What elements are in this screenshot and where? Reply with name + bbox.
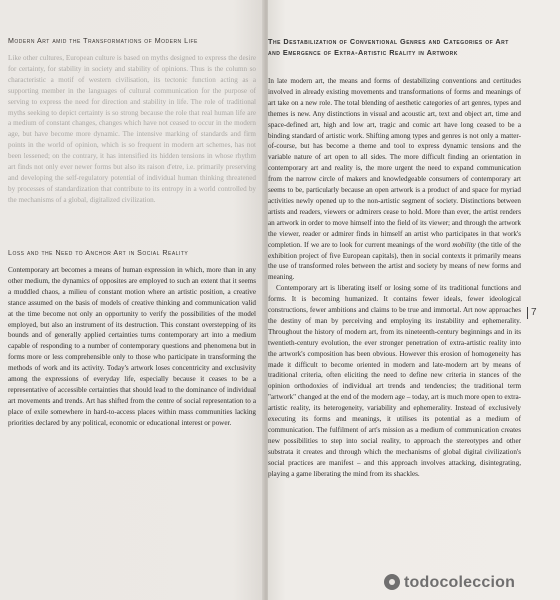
watermark <box>384 574 515 592</box>
paragraph-1-text: In late modern art, the means and forms of destabilizing conventions and certitudes involved in already existing movements and transformations of forms and meanings of art take on a new role. The total blending of aesthetic categories of art genres, types and themes is new. Any distinctions in visual and acoustic art, text and object art, time and space-defined art, high and low art, tragic and comic art have long ceased to be a binding standard of artistic work. Shifting among types and genres is not only a matter-of-course, but has become a theme and tool to express dynamic tensions and the variable nature of art open to all sides. The more difficult finding an orientation in contemporary art and reality is, the more urgent the need to expand communication from the narrow circle of makers and knowledgeable consumers of contemporary art seems to be, particularly because an open artwork is a product of and space for myriad activities newly opened up to the non-artistic segment of society. Distinctions between artists and readers, viewers or admirers cease to hold. More than ever, the artist renders an artwork in order to move himself into the field of its viewer; and through the artwork the viewer, reader or admirer finds in himself an artist who participates in that work's completion. If we are to look for current meanings of the word <box>268 77 521 249</box>
right-section-body <box>268 76 521 480</box>
right-section-heading: The Destabilization of Conventional Genres and Categories of Art and Emergence of Extra-Artistic Reality in Artwork <box>268 37 509 57</box>
paragraph-2: Contemporary art is liberating itself or losing some of its traditional functions and forms. It is becoming humanized. It contains fewer ideals, fewer ideological constructions, fewer ambitions and claims to be true and immortal. Art now approaches the destiny of man by perceiving and employing its instability and ephemerality. Throughout the history of modern art, from its nineteenth-century beginnings and in its twentieth-century evolution, the ever stronger penetration of extra-artistic reality into the artwork's composition has been obvious. However this erosion of homogeneity has made it difficult to become oriented in modern and late-modern art by means of traditional criteria, often eliciting the need to define new criteria in stances of the opinion orthodoxies of individual art trends and tendencies; the traditional term "artwork" changed at the end of the modern age – today, art is much more open to extra-artistic reality, its heterogeneity, variability and ephemerality. Instead of exclusively executing its forms and meanings, it utilises its potential as a medium of communication. The fulfilment of art's mission as a medium of communication creates new possibilities to step into social reality, to approach the stereotypes and other substrata it creates and through which the mechanisms of global digital civilization's social practices are manifest – and this approach involves attacking, disintegrating, playing a game liberating the mind from its shackles. <box>268 284 521 478</box>
section-body: Like other cultures, European culture is based on myths designed to express the desire for certainty, for stability in society and stability of opinions. Thus is the column so characteristic a motif of western civilisation, its tectonic function acting as a supporting member in the languages of cultural communication for the purpose of serving to express the need for direction and stability in life. The role of traditional myths seeking to depict certainty is so strong because the role that real human life are a medium of constant changes, changes which have not ceased to occur in the modern age, but have become more dynamic. The intensive marking of standards and firm points in the world of opinion, which is so frequent in modern art schemes, has not been lessened; on the contrary, it has intensified its hidden tensions in whose rhythm art finds not only ever newer forms but also its raison d'etre, i.e. primarily preserving and developing the self-regulatory potential of individual human thinking threatened by processes of standardization that contribute to its entropy in a world controlled by the mechanisms of a global, digitalized civilization. <box>8 54 256 204</box>
paragraph-1-end: (the title of the exhibition project of five European capitals), then in social contexts it primarily means the use of transformed roles between the artist and society by means of new forms and meaning. <box>268 240 521 282</box>
section-body: Contemporary art becomes a means of human expression in which, more than in any other medium, the dynamics of opposites are employed to such an extent that it seems a muddled chaos, a milieu of constant motion where an artistic position, a creative stance assumed on the basis of models of creative thinking and communication valid at the time become not only an opportunity to verify the possibilities of the model employed, but also an instrument of its destruction. This constant overstepping of its bounds and of generally applied certainties turns contemporary art into a medium capable of responding to a number of contemporary questions and phenomena but in forms more or less comprehensible only to those who participate in transforming the methods of work and its activity. Today's artwork loses concentricity and exclusivity among the expressions of everyday life, especially because it ceases to be a representative of accessible certainties that should lead to the dominance of individual art movements and trends. Art has shifted from the centre of social representation to a place of exile somewhere in hard-to-access places within mass communities lacking priorities declared by any political, economic or educational interest or power. <box>8 266 256 427</box>
watermark-text: todocoleccion <box>404 574 516 591</box>
section-heading: Loss and the Need to Anchor Art in Social Reality <box>8 249 189 257</box>
section-heading: Modern Art amid the Transformations of Modern Life <box>8 37 198 45</box>
left-section-2 <box>8 248 256 429</box>
watermark-logo-icon <box>384 574 400 590</box>
page-number: 7 <box>527 307 537 319</box>
paragraph-1 <box>268 76 521 283</box>
mobility-word: mobility <box>452 240 476 249</box>
left-section-1 <box>8 36 256 206</box>
